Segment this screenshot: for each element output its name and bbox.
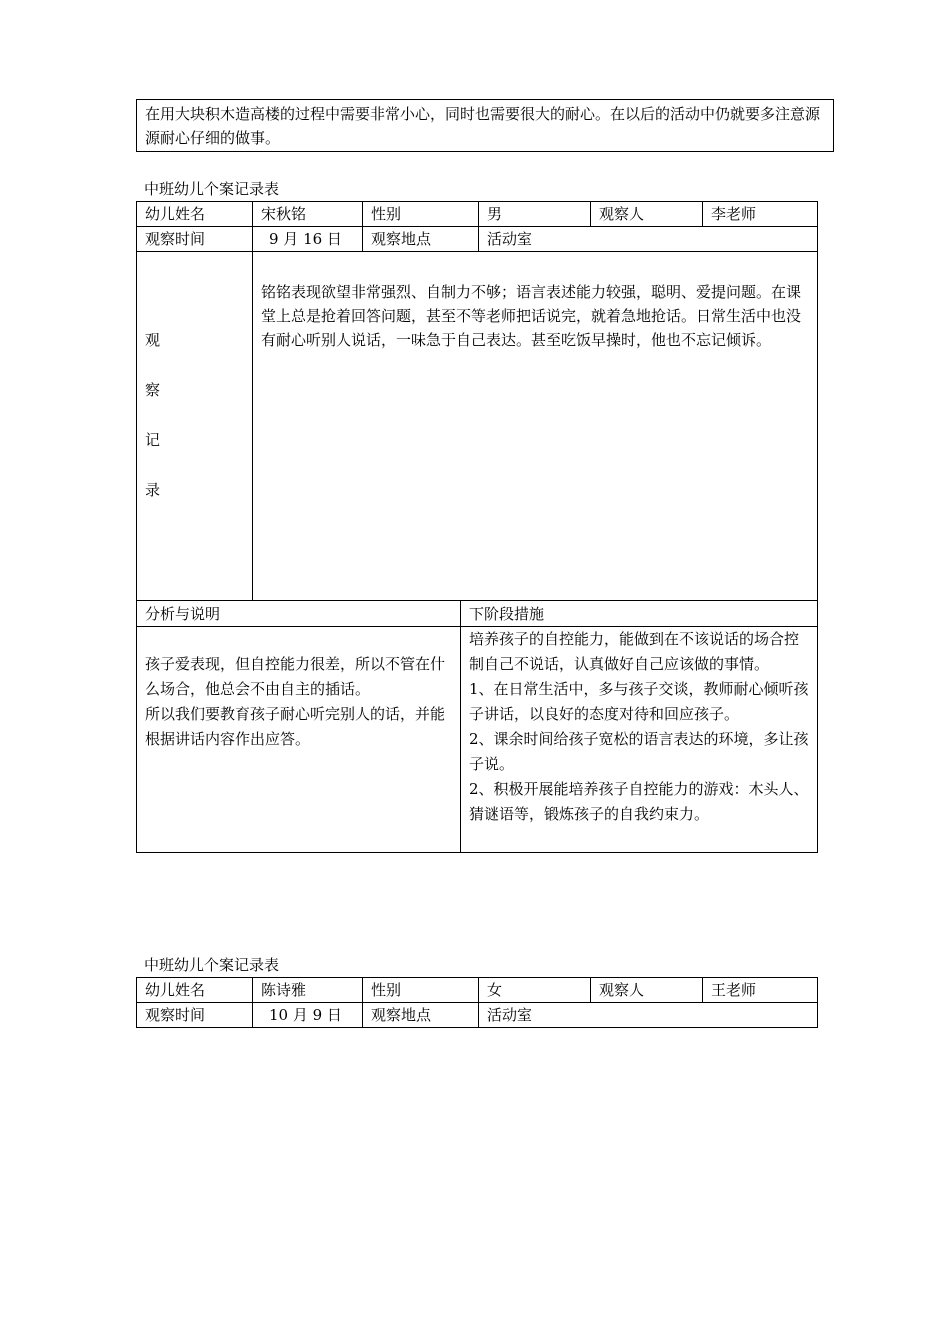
gender-label: 性别 (363, 202, 479, 227)
obs-label-char: 察 (145, 381, 161, 399)
observation-record-label (137, 252, 253, 601)
place-value: 活动室 (479, 227, 818, 252)
analysis-paragraph: 所以我们要教育孩子耐心听完别人的话，并能根据讲话内容作出应答。 (145, 705, 446, 748)
measures-header: 下阶段措施 (461, 601, 818, 627)
measures-text (461, 627, 818, 853)
obs-label-char: 观 (145, 331, 161, 349)
gender-label: 性别 (363, 978, 479, 1003)
obs-label-char: 记 (145, 431, 161, 449)
gender-value: 男 (479, 202, 591, 227)
place-value: 活动室 (479, 1003, 818, 1028)
record-table (136, 201, 818, 601)
measure-paragraph: 2、课余时间给孩子宽松的语言表达的环境，多让孩子说。 (469, 730, 809, 773)
measure-paragraph: 培养孩子的自控能力，能做到在不该说话的场合控制自己不说话，认真做好自己应该做的事情。 (469, 630, 800, 673)
time-label: 观察时间 (137, 1003, 253, 1028)
analysis-table (136, 600, 818, 853)
observer-label: 观察人 (591, 978, 703, 1003)
observer-label: 观察人 (591, 202, 703, 227)
analysis-header: 分析与说明 (137, 601, 461, 627)
table-caption-2: 中班幼儿个案记录表 (144, 956, 280, 974)
gender-value: 女 (479, 978, 591, 1003)
analysis-paragraph: 孩子爱表现，但自控能力很差，所以不管在什么场合，他总会不由自主的插话。 (145, 655, 446, 698)
name-label: 幼儿姓名 (137, 978, 253, 1003)
observation-date: 10 月 9 日 (253, 1003, 363, 1028)
name-label: 幼儿姓名 (137, 202, 253, 227)
place-label: 观察地点 (363, 1003, 479, 1028)
observation-date: 9 月 16 日 (253, 227, 363, 252)
analysis-text (137, 627, 461, 853)
record-table-2 (136, 977, 818, 1028)
child-name: 陈诗雅 (253, 978, 363, 1003)
measure-paragraph: 1、在日常生活中，多与孩子交谈，教师耐心倾听孩子讲话，以良好的态度对待和回应孩子。 (469, 680, 809, 723)
measure-paragraph: 2、积极开展能培养孩子自控能力的游戏：木头人、猜谜语等，锻炼孩子的自我约束力。 (469, 780, 809, 823)
observer-value: 王老师 (703, 978, 818, 1003)
place-label: 观察地点 (363, 227, 479, 252)
observation-text: 铭铭表现欲望非常强烈、自制力不够；语言表述能力较强，聪明、爱提问题。在课堂上总是抢着回答问题，甚至不等老师把话说完，就着急地抢话。日常生活中也没有耐心听别人说话，一味急于自己表达。甚至吃饭早操时，他也不忘记倾诉。 (253, 252, 818, 601)
child-name: 宋秋铭 (253, 202, 363, 227)
obs-label-char: 录 (145, 481, 161, 499)
table-caption: 中班幼儿个案记录表 (144, 180, 280, 198)
observer-value: 李老师 (703, 202, 818, 227)
time-label: 观察时间 (137, 227, 253, 252)
top-note: 在用大块积木造高楼的过程中需要非常小心，同时也需要很大的耐心。在以后的活动中仍就要多注意源源耐心仔细的做事。 (136, 99, 834, 152)
